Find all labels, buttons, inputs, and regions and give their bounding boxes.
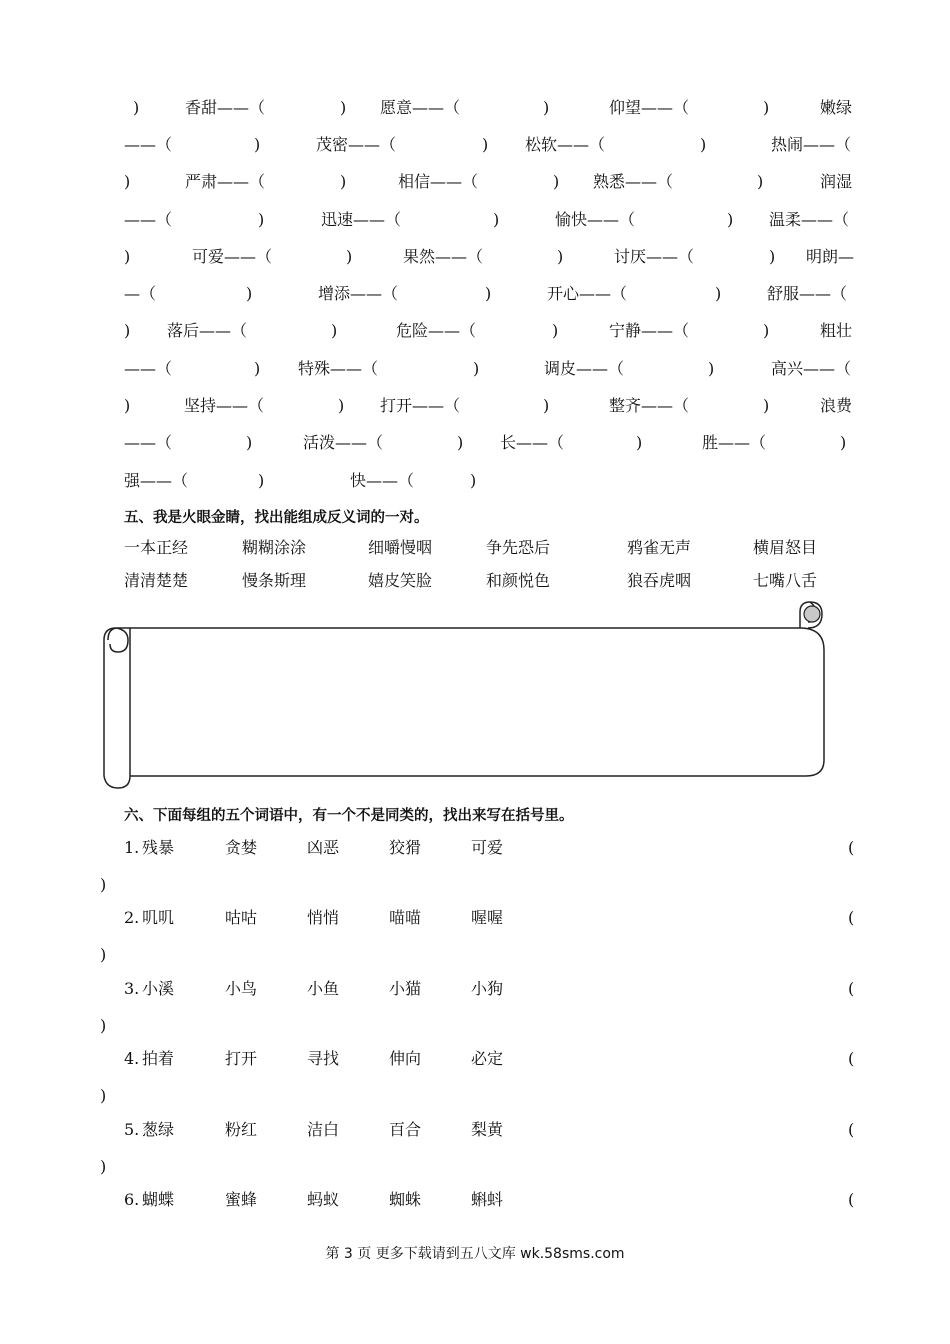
word-prompt: ——（ <box>124 359 173 378</box>
word-prompt: 高兴——（ <box>771 359 852 378</box>
paren-close: ) <box>246 284 253 303</box>
word-prompt: 宁静——（ <box>609 321 690 340</box>
paren-close: ) <box>769 247 776 266</box>
paren-close: ) <box>338 396 345 415</box>
word: 梨黄 <box>471 1120 504 1139</box>
paren-close: ) <box>254 359 261 378</box>
word-prompt: 浪费 <box>820 396 853 415</box>
word-prompt: 茂密——（ <box>316 135 397 154</box>
paren-close: ) <box>340 98 347 117</box>
word-prompt: 果然——（ <box>403 247 484 266</box>
paren-close: ) <box>763 396 770 415</box>
word-prompt: 相信——（ <box>398 172 479 191</box>
paren-close: ) <box>700 135 707 154</box>
word: 喔喔 <box>471 908 504 927</box>
word: 咕咕 <box>225 908 258 927</box>
idiom: 糊糊涂涂 <box>242 538 307 557</box>
paren-close: ) <box>340 172 347 191</box>
paren-close: ) <box>133 98 140 117</box>
paren-close: ) <box>470 471 477 490</box>
paren-close: ) <box>763 321 770 340</box>
word: 蜜蜂 <box>225 1190 258 1209</box>
answer-paren-open[interactable]: ( <box>848 908 855 927</box>
paren-close: ) <box>727 210 734 229</box>
paren-close: ) <box>543 396 550 415</box>
idiom: 嬉皮笑脸 <box>368 571 433 590</box>
paren-close: ) <box>557 247 564 266</box>
paren-close: ) <box>124 247 131 266</box>
paren-close: ) <box>457 433 464 452</box>
word: 小鱼 <box>307 979 340 998</box>
word: 寻找 <box>307 1049 340 1068</box>
paren-close: ) <box>552 321 559 340</box>
word-prompt: 增添——（ <box>318 284 399 303</box>
word: 蜘蛛 <box>389 1190 422 1209</box>
word-prompt: 迅速——（ <box>321 210 402 229</box>
paren-close: ) <box>636 433 643 452</box>
word: 伸向 <box>389 1049 422 1068</box>
word-prompt: 特殊——（ <box>298 359 379 378</box>
word-prompt: 润湿 <box>820 172 853 191</box>
word-prompt: 嫩绿 <box>820 98 853 117</box>
paren-close: ) <box>708 359 715 378</box>
word-prompt: 坚持——（ <box>184 396 265 415</box>
word: 必定 <box>471 1049 504 1068</box>
paren-close: ) <box>258 210 265 229</box>
word-prompt: 整齐——（ <box>609 396 690 415</box>
paren-close: ) <box>543 98 550 117</box>
group-number: 3. <box>124 979 140 998</box>
paren-close: ) <box>258 471 265 490</box>
word: 打开 <box>225 1049 258 1068</box>
word: 拍着 <box>142 1049 175 1068</box>
word-prompt: 强——（ <box>124 471 189 490</box>
paren-close: ) <box>331 321 338 340</box>
word: 葱绿 <box>142 1120 175 1139</box>
word: 小鸟 <box>225 979 258 998</box>
paren-close: ) <box>553 172 560 191</box>
word-prompt: 仰望——（ <box>609 98 690 117</box>
word-prompt: 可爱——（ <box>192 247 273 266</box>
paren-close: ) <box>840 433 847 452</box>
paren-close: ) <box>124 321 131 340</box>
word: 小狗 <box>471 979 504 998</box>
word: 狡猾 <box>389 838 422 857</box>
group-number: 5. <box>124 1120 140 1139</box>
word-prompt: 落后——（ <box>167 321 248 340</box>
word-prompt: 开心——（ <box>547 284 628 303</box>
paren-close: ) <box>124 396 131 415</box>
word: 小猫 <box>389 979 422 998</box>
word-prompt: 愿意——（ <box>380 98 461 117</box>
word: 残暴 <box>142 838 175 857</box>
word: 粉红 <box>225 1120 258 1139</box>
word-prompt: 香甜——（ <box>185 98 266 117</box>
idiom: 清清楚楚 <box>124 571 189 590</box>
answer-paren-close: ) <box>100 945 107 964</box>
paren-close: ) <box>473 359 480 378</box>
paren-close: ) <box>485 284 492 303</box>
word-prompt: ——（ <box>124 135 173 154</box>
page-footer: 第 3 页 更多下载请到五八文库 wk.58sms.com <box>325 1246 625 1262</box>
answer-paren-close: ) <box>100 1086 107 1105</box>
paren-close: ) <box>124 172 131 191</box>
word: 蝌蚪 <box>471 1190 504 1209</box>
word: 喵喵 <box>389 908 422 927</box>
paren-close: ) <box>493 210 500 229</box>
word-prompt: 严肃——（ <box>185 172 266 191</box>
word-prompt: 活泼——（ <box>303 433 384 452</box>
idiom: 狼吞虎咽 <box>627 571 692 590</box>
word-prompt: 快——（ <box>350 471 415 490</box>
word-prompt: 愉快——（ <box>555 210 636 229</box>
answer-paren-close: ) <box>100 1157 107 1176</box>
idiom: 横眉怒目 <box>753 538 818 557</box>
section-6-title: 六、下面每组的五个词语中，有一个不是同类的，找出来写在括号里。 <box>124 808 574 824</box>
word-prompt: 温柔——（ <box>769 210 850 229</box>
word: 洁白 <box>307 1120 340 1139</box>
answer-scroll-box[interactable] <box>100 600 830 790</box>
answer-paren-open[interactable]: ( <box>848 1120 855 1139</box>
word-prompt: 松软——（ <box>525 135 606 154</box>
word: 蚂蚁 <box>307 1190 340 1209</box>
idiom: 慢条斯理 <box>242 571 307 590</box>
word-prompt: 熟悉——（ <box>593 172 674 191</box>
word-prompt: ——（ <box>124 210 173 229</box>
word: 百合 <box>389 1120 422 1139</box>
idiom: 和颜悦色 <box>486 571 551 590</box>
word: 贪婪 <box>225 838 258 857</box>
word-prompt: 粗壮 <box>820 321 853 340</box>
answer-paren-open[interactable]: ( <box>848 838 855 857</box>
paren-close: ) <box>246 433 253 452</box>
word: 凶恶 <box>307 838 340 857</box>
idiom: 细嚼慢咽 <box>368 538 433 557</box>
answer-paren-open[interactable]: ( <box>848 1049 855 1068</box>
idiom: 七嘴八舌 <box>753 571 818 590</box>
word-prompt: —（ <box>124 284 157 303</box>
answer-paren-close: ) <box>100 1016 107 1035</box>
idiom: 一本正经 <box>124 538 189 557</box>
section-5-title: 五、我是火眼金睛，找出能组成反义词的一对。 <box>124 510 429 526</box>
word-prompt: 打开——（ <box>380 396 461 415</box>
word-prompt: 调皮——（ <box>544 359 625 378</box>
group-number: 6. <box>124 1190 140 1209</box>
word: 叽叽 <box>142 908 175 927</box>
group-number: 4. <box>124 1049 140 1068</box>
paren-close: ) <box>254 135 261 154</box>
word-prompt: 舒服——（ <box>767 284 848 303</box>
word-prompt: 危险——（ <box>396 321 477 340</box>
group-number: 1. <box>124 838 140 857</box>
idiom: 鸦雀无声 <box>627 538 692 557</box>
answer-paren-close: ) <box>100 875 107 894</box>
answer-paren-open[interactable]: ( <box>848 979 855 998</box>
scroll-curl-icon <box>804 606 820 622</box>
word-prompt: 胜——（ <box>702 433 767 452</box>
idiom: 争先恐后 <box>486 538 551 557</box>
word-prompt: ——（ <box>124 433 173 452</box>
word: 蝴蝶 <box>142 1190 175 1209</box>
word-prompt: 长——（ <box>500 433 565 452</box>
paren-close: ) <box>763 98 770 117</box>
paren-close: ) <box>482 135 489 154</box>
paren-close: ) <box>346 247 353 266</box>
group-number: 2. <box>124 908 140 927</box>
word-prompt: 热闹——（ <box>771 135 852 154</box>
word: 小溪 <box>142 979 175 998</box>
answer-paren-open[interactable]: ( <box>848 1190 855 1209</box>
word-prompt: 讨厌——（ <box>614 247 695 266</box>
word-prompt: 明朗— <box>806 247 855 266</box>
paren-close: ) <box>715 284 722 303</box>
word: 悄悄 <box>307 908 340 927</box>
word: 可爱 <box>471 838 504 857</box>
paren-close: ) <box>757 172 764 191</box>
